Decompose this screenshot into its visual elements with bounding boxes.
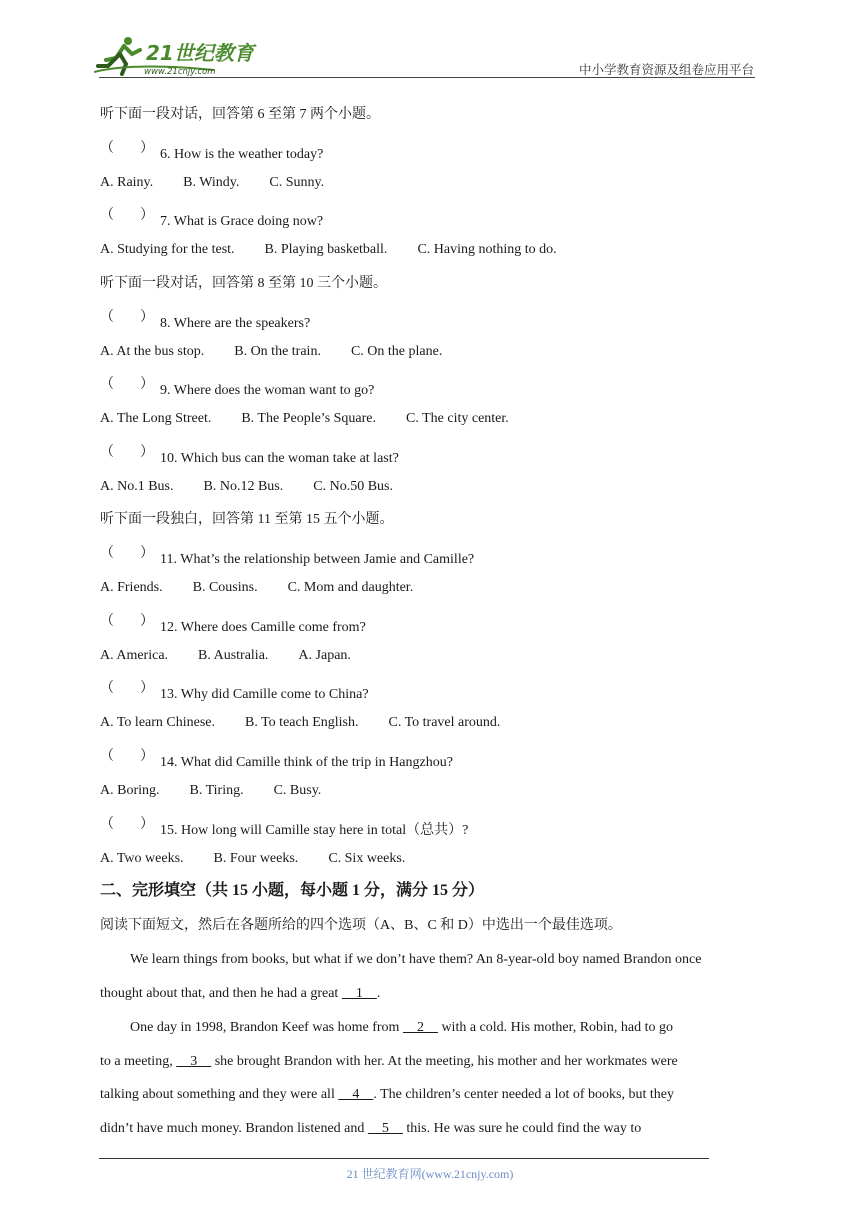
option-c: C. Having nothing to do. [417, 242, 557, 257]
passage-line-1: We learn things from books, but what if we don’t have them? An 8-year-old boy named Brandon once [130, 952, 702, 967]
question-text: 11. What’s the relationship between Jamie and Camille? [160, 552, 475, 567]
option-a: A. Rainy. [100, 175, 154, 190]
question-15 [100, 816, 468, 840]
option-a: A. Friends. [100, 580, 163, 595]
question-text: 12. Where does Camille come from? [160, 620, 366, 635]
option-c: C. No.50 Bus. [313, 479, 393, 494]
options-7 [100, 241, 587, 259]
question-text: 14. What did Camille think of the trip in Hangzhou? [160, 755, 453, 770]
question-text: 9. Where does the woman want to go? [160, 383, 375, 398]
option-c: C. Mom and daughter. [287, 580, 414, 595]
options-15 [100, 850, 435, 868]
answer-paren[interactable]: （ ） [100, 208, 154, 223]
passage-line-2: thought about that, and then he had a great 1 . [100, 986, 381, 1001]
option-b: B. The People’s Square. [241, 411, 377, 426]
question-7 [100, 207, 323, 231]
option-c: C. Busy. [273, 783, 322, 798]
cloze-blank-4[interactable]: 4 [338, 1087, 374, 1102]
header-divider [99, 77, 755, 78]
option-a: A. To learn Chinese. [100, 715, 216, 730]
logo-text: 21世纪教育 [146, 41, 254, 65]
question-text: 10. Which bus can the woman take at last? [160, 451, 399, 466]
option-a: A. The Long Street. [100, 411, 212, 426]
option-c: C. Sunny. [269, 175, 325, 190]
option-a: A. Two weeks. [100, 851, 184, 866]
question-text: 8. Where are the speakers? [160, 316, 311, 331]
answer-paren[interactable]: （ ） [100, 681, 154, 696]
answer-paren[interactable]: （ ） [100, 614, 154, 629]
runner-logo-icon [94, 34, 264, 78]
question-10 [100, 444, 399, 468]
cloze-blank-5[interactable]: 5 [367, 1121, 403, 1136]
options-13 [100, 714, 530, 732]
answer-paren[interactable]: （ ） [100, 310, 154, 325]
passage-line-3: One day in 1998, Brandon Keef was home from 2 with a cold. His mother, Robin, had to go [130, 1020, 674, 1035]
footer-divider [99, 1158, 709, 1159]
page-header [0, 0, 860, 80]
passage-line-4: to a meeting, 3 she brought Brandon with her. At the meeting, his mother and her workmates were [100, 1054, 678, 1069]
intro-dialogue-1: 听下面一段对话，回答第 6 至第 7 两个小题。 [100, 107, 380, 122]
option-b: B. Cousins. [192, 580, 258, 595]
passage-line-5: talking about something and they were all 4 . The children’s center needed a lot of books, but they [100, 1087, 674, 1102]
section-2-title: 二、完形填空（共 15 小题，每小题 1 分，满分 15 分） [100, 882, 485, 899]
section-2-instructions: 阅读下面短文，然后在各题所给的四个选项（A、B、C 和 D）中选出一个最佳选项。 [100, 918, 622, 933]
question-9 [100, 376, 374, 400]
option-b: B. Four weeks. [213, 851, 299, 866]
question-text: 13. Why did Camille come to China? [160, 687, 369, 702]
options-8 [100, 343, 472, 361]
option-b: B. Australia. [198, 648, 269, 663]
option-a: A. No.1 Bus. [100, 479, 174, 494]
option-b: B. To teach English. [245, 715, 359, 730]
option-b: B. Tiring. [189, 783, 244, 798]
intro-dialogue-2: 听下面一段对话，回答第 8 至第 10 三个小题。 [100, 276, 387, 291]
options-12 [100, 647, 381, 665]
answer-paren[interactable]: （ ） [100, 141, 154, 156]
question-11 [100, 545, 474, 569]
cloze-blank-3[interactable]: 3 [176, 1054, 212, 1069]
question-text: 6. How is the weather today? [160, 147, 324, 162]
option-b: B. Windy. [183, 175, 240, 190]
option-b: B. On the train. [234, 344, 321, 359]
option-a: A. America. [100, 648, 169, 663]
options-9 [100, 410, 539, 428]
options-10 [100, 478, 423, 496]
question-text: 15. How long will Camille stay here in total（总共）? [160, 823, 469, 838]
answer-paren[interactable]: （ ） [100, 445, 154, 460]
options-11 [100, 579, 443, 597]
header-platform-text: 中小学教育资源及组卷应用平台 [578, 63, 754, 77]
option-a: A. At the bus stop. [100, 344, 205, 359]
logo-url: www.21cnjy.com [144, 67, 216, 77]
option-b: B. No.12 Bus. [203, 479, 284, 494]
question-12 [100, 613, 366, 637]
answer-paren[interactable]: （ ） [100, 546, 154, 561]
option-c: C. Six weeks. [328, 851, 406, 866]
passage-line-6: didn’t have much money. Brandon listened and 5 this. He was sure he could find the way to [100, 1121, 642, 1136]
option-a: A. Boring. [100, 783, 160, 798]
option-a: A. Studying for the test. [100, 242, 235, 257]
answer-paren[interactable]: （ ） [100, 817, 154, 832]
option-c: C. On the plane. [350, 344, 443, 359]
answer-paren[interactable]: （ ） [100, 377, 154, 392]
options-14 [100, 782, 351, 800]
option-c: A. Japan. [298, 648, 351, 663]
cloze-blank-1[interactable]: 1 [341, 986, 377, 1001]
options-6 [100, 174, 354, 192]
site-logo [94, 34, 264, 78]
question-6 [100, 140, 323, 164]
question-13 [100, 680, 369, 704]
question-14 [100, 748, 453, 772]
answer-paren[interactable]: （ ） [100, 749, 154, 764]
option-b: B. Playing basketball. [264, 242, 388, 257]
cloze-blank-2[interactable]: 2 [402, 1020, 438, 1035]
option-c: C. To travel around. [388, 715, 501, 730]
footer-site-link[interactable]: 21 世纪教育网(www.21cnjy.com) [346, 1167, 514, 1181]
question-8 [100, 309, 310, 333]
option-c: C. The city center. [406, 411, 509, 426]
question-text: 7. What is Grace doing now? [160, 214, 324, 229]
intro-monologue: 听下面一段独白，回答第 11 至第 15 五个小题。 [100, 512, 394, 527]
